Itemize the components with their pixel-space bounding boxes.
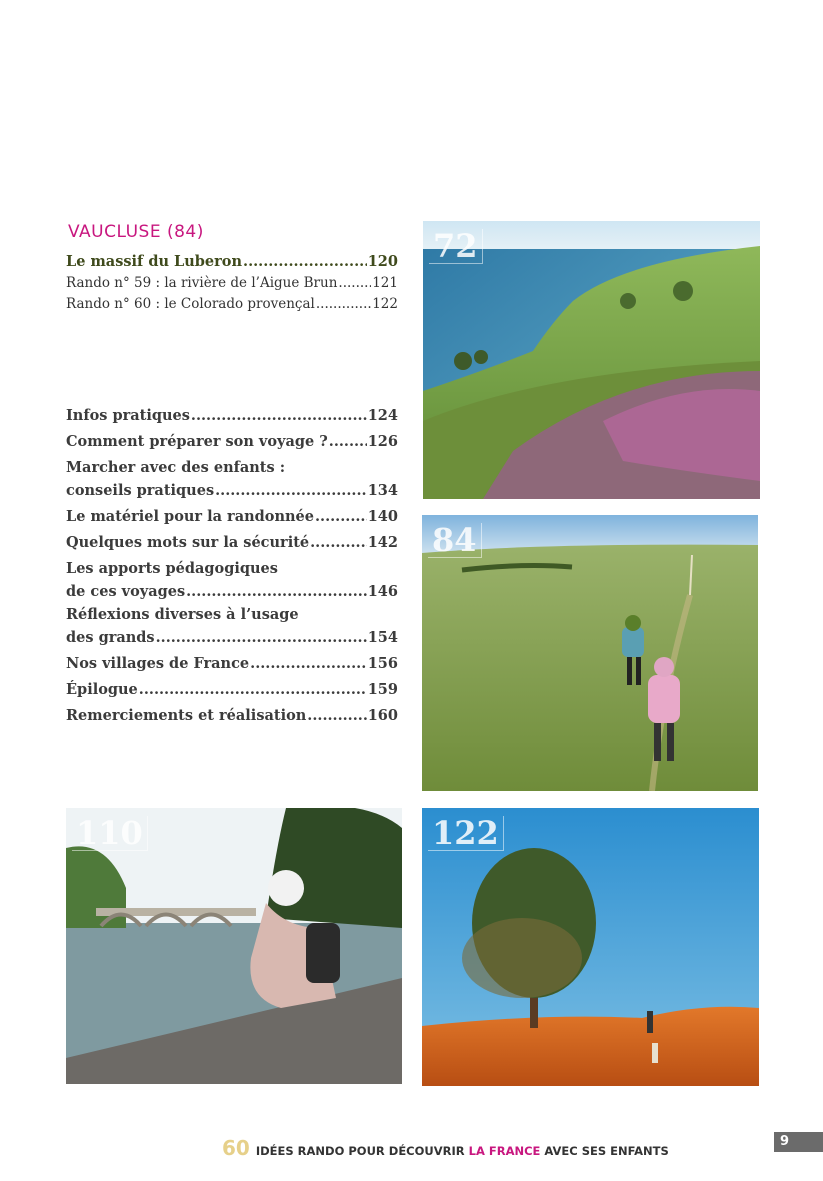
toc-entry-label-line2: des grands xyxy=(66,629,155,646)
footer-text-after: AVEC SES ENFANTS xyxy=(544,1144,669,1158)
backpack-figure xyxy=(306,923,340,983)
photo-coast-72 xyxy=(423,221,760,499)
toc-entry-apports[interactable] xyxy=(66,557,398,603)
toc-entry-page: 120 xyxy=(367,253,398,270)
toc-entry-label: Infos pratiques xyxy=(66,407,190,424)
toc-entry-securite[interactable] xyxy=(66,531,398,554)
leader-dots xyxy=(215,479,367,502)
toc-entry-page: 156 xyxy=(367,655,398,672)
toc-entry-rando-60[interactable] xyxy=(66,294,398,315)
toc-entry-page: 159 xyxy=(367,681,398,698)
toc-entry-page: 134 xyxy=(367,482,398,499)
toc-entry-label-line2: conseils pratiques xyxy=(66,482,215,499)
leader-dots xyxy=(191,404,367,427)
toc-entry-reflexions[interactable] xyxy=(66,603,398,649)
toc-entry-page: 140 xyxy=(367,508,398,525)
leader-dots xyxy=(156,626,367,649)
leader-dots xyxy=(316,294,371,315)
toc-entry-page: 146 xyxy=(367,583,398,600)
toc-entry-page: 154 xyxy=(367,629,398,646)
person-figure xyxy=(647,1011,653,1033)
toc-entry-page: 124 xyxy=(367,407,398,424)
toc-entry-luberon[interactable] xyxy=(66,250,398,273)
leader-dots xyxy=(310,531,367,554)
leader-dots xyxy=(315,505,367,528)
toc-entry-label: Épilogue xyxy=(66,681,138,698)
leader-dots xyxy=(139,678,367,701)
photo-plateau-84 xyxy=(422,515,758,791)
leader-dots xyxy=(243,250,367,273)
toc-entry-page: 142 xyxy=(367,534,398,551)
photo-badge-122: 122 xyxy=(428,816,504,851)
photo-paris-110 xyxy=(66,808,402,1084)
toc-entry-rando-59[interactable] xyxy=(66,273,398,294)
toc-entry-page: 126 xyxy=(367,433,398,450)
toc-entry-label: Le massif du Luberon xyxy=(66,253,243,270)
toc-entry-label: Comment préparer son voyage ? xyxy=(66,433,328,450)
footer-highlight: LA FRANCE xyxy=(468,1144,541,1158)
photo-badge-84: 84 xyxy=(428,523,482,558)
child-figure xyxy=(648,675,680,723)
toc-entry-materiel[interactable] xyxy=(66,505,398,528)
child-figure xyxy=(622,627,644,657)
toc-entry-label: Remerciements et réalisation xyxy=(66,707,307,724)
toc-entry-label: Rando n° 60 : le Colorado provençal xyxy=(66,296,315,312)
toc-entry-label: Nos villages de France xyxy=(66,655,250,672)
toc-entry-epilogue[interactable] xyxy=(66,678,398,701)
leader-dots xyxy=(338,273,371,294)
toc-entry-label-line1: Réflexions diverses à l’usage xyxy=(66,606,299,623)
toc-entry-page: 122 xyxy=(372,296,398,312)
toc-entry-label-line2: de ces voyages xyxy=(66,583,186,600)
toc-entry-marcher[interactable] xyxy=(66,456,398,502)
toc-entry-label: Quelques mots sur la sécurité xyxy=(66,534,310,551)
photo-colorado-122 xyxy=(422,808,759,1086)
toc-entry-label: Le matériel pour la randonnée xyxy=(66,508,314,525)
book-title-footer xyxy=(222,1136,669,1160)
photo-badge-110: 110 xyxy=(72,816,148,851)
luberon-section xyxy=(66,250,398,315)
toc-entry-label-line1: Les apports pédagogiques xyxy=(66,560,278,577)
toc-entry-page: 160 xyxy=(367,707,398,724)
toc-entry-remerciements[interactable] xyxy=(66,704,398,727)
person-figure xyxy=(652,1043,658,1063)
page-number: 9 xyxy=(774,1132,823,1152)
toc-entry-page: 121 xyxy=(372,275,398,291)
toc-entry-infos[interactable] xyxy=(66,404,398,427)
photo-badge-72: 72 xyxy=(429,229,483,264)
toc-entry-villages[interactable] xyxy=(66,652,398,675)
leader-dots xyxy=(307,704,366,727)
toc-entry-preparer[interactable] xyxy=(66,430,398,453)
toc-entry-label: Rando n° 59 : la rivière de l’Aigue Brun xyxy=(66,275,338,291)
leader-dots xyxy=(329,430,367,453)
toc-entry-label-line1: Marcher avec des enfants : xyxy=(66,459,286,476)
footer-text-before: IDÉES RANDO POUR DÉCOUVRIR xyxy=(255,1144,465,1158)
main-toc xyxy=(66,404,398,727)
region-title: VAUCLUSE (84) xyxy=(68,222,204,242)
footer-number: 60 xyxy=(222,1136,250,1160)
leader-dots xyxy=(186,580,367,603)
leader-dots xyxy=(250,652,367,675)
